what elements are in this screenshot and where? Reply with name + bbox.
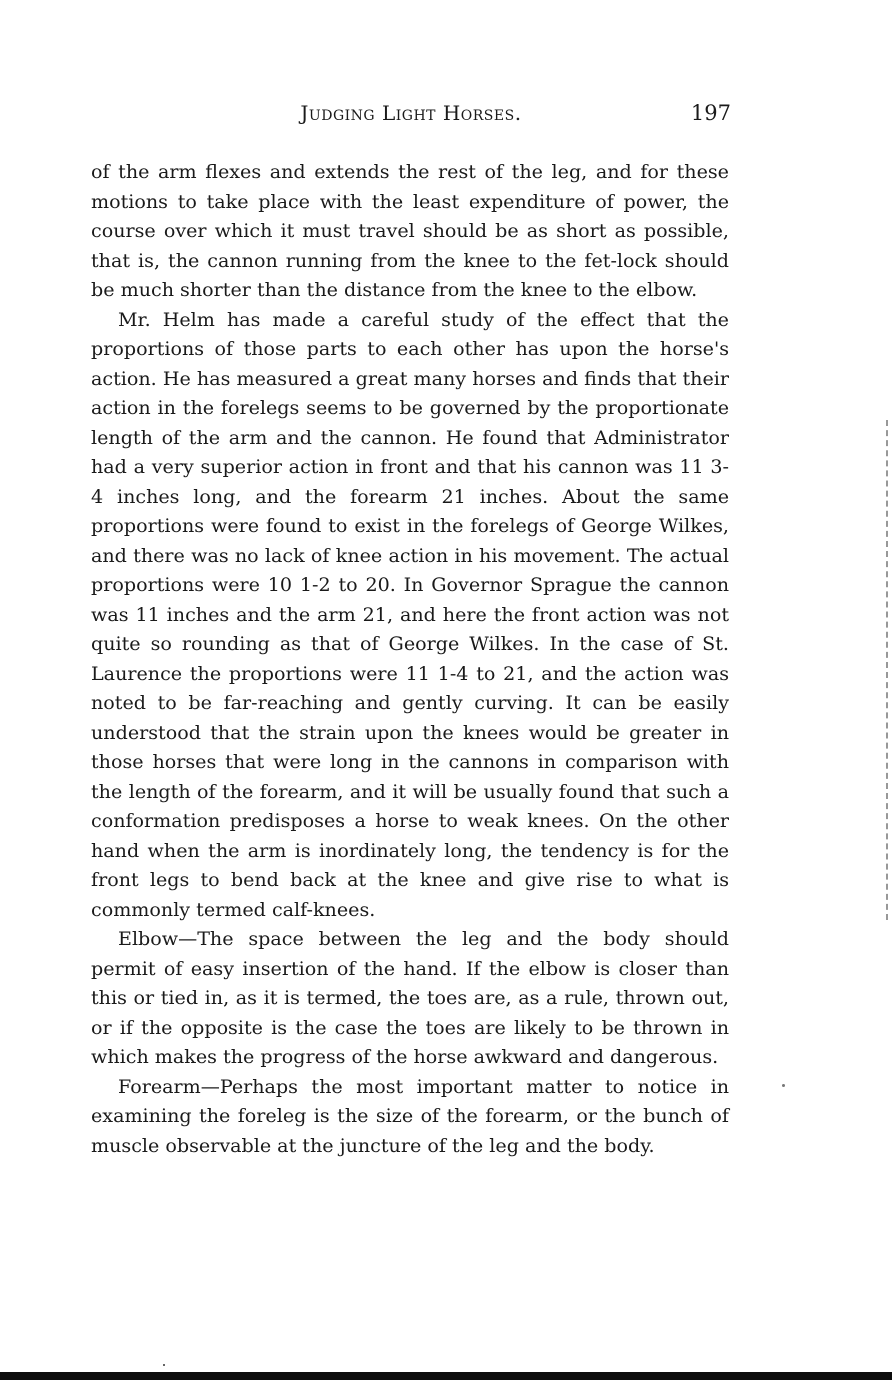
page-body — [91, 157, 729, 1160]
scan-edge-artifact — [886, 420, 890, 920]
paragraph-elbow: Elbow—The space between the leg and the body should permit of easy insertion of the hand. If the elbow is closer than this or tied in, as it is termed, the toes are, as a rule, thrown out, or if the opposite is the case the toes are likely to be thrown in which makes the progress of the horse awkward and dangerous. — [91, 927, 729, 1068]
paragraph-helm-study: Mr. Helm has made a careful study of the effect that the proportions of those parts to each other has upon the horse's action. He has measured a great many horses and finds that their action in the forelegs seems to be governed by the proportionate length of the arm and the cannon. He found that Administrator had a very superior action in front and that his cannon was 11 3-4 inches long, and the forearm 21 inches. About the same proportions were found to exist in the forelegs of George Wilkes, and there was no lack of knee action in his movement. The actual proportions were 10 1-2 to 20. In Governor Sprague the cannon was 11 inches and the arm 21, and here the front action was not quite so rounding as that of George Wilkes. In the case of St. Laurence the proportions were 11 1-4 to 21, and the action was noted to be far-reaching and gently curving. It can be easily understood that the strain upon the knees would be greater in those horses that were long in the cannons in comparison with the length of the forearm, and it will be usually found that such a conformation predisposes a horse to weak knees. On the other hand when the arm is inordinately long, the tendency is for the front legs to bend back at the knee and give rise to what is commonly termed calf-knees. — [91, 307, 729, 921]
running-title: Judging Light Horses. — [300, 101, 522, 125]
scan-speck — [782, 1084, 785, 1087]
scan-bottom-border — [0, 1372, 892, 1380]
paragraph-arm-flexion: of the arm flexes and extends the rest of the leg, and for these motions to take place with the least expenditure of power, the course over which it must travel should be as short as possible, that is, the cannon running from the knee to the fet-lock should be much shorter than the distance from the knee to the elbow. — [91, 160, 729, 301]
scan-speck-bottom — [163, 1364, 165, 1366]
page-header — [91, 101, 731, 133]
paragraph-forearm: Forearm—Perhaps the most important matter to notice in examining the foreleg is the size of the forearm, or the bunch of muscle observable at the juncture of the leg and the body. — [91, 1074, 729, 1157]
page-number: 197 — [690, 101, 731, 125]
